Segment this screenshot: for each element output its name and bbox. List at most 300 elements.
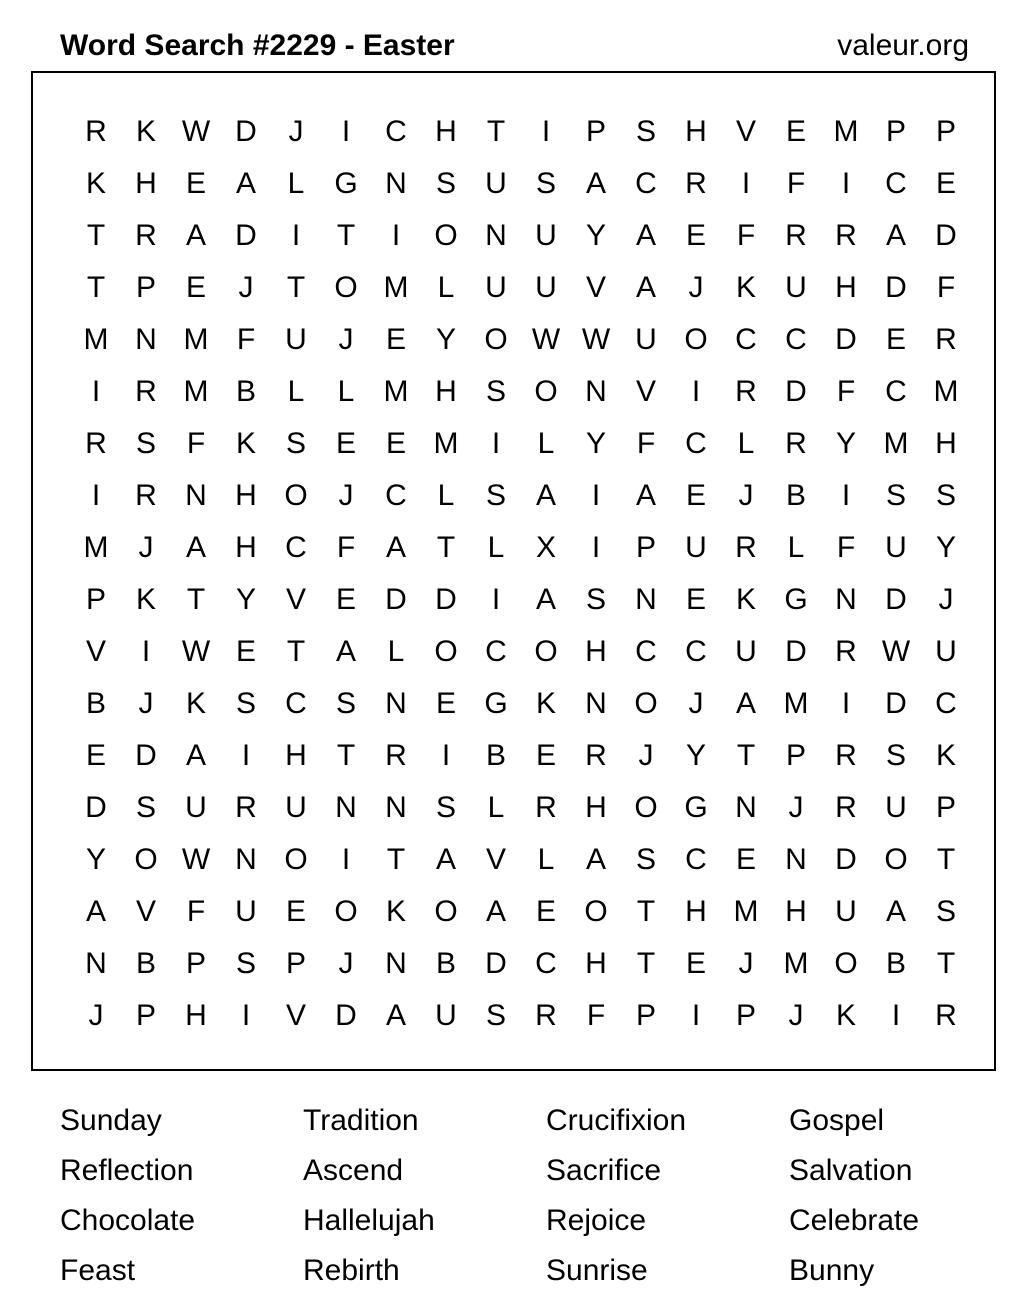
grid-cell: K bbox=[185, 687, 206, 720]
grid-cell: K bbox=[535, 687, 556, 720]
grid-cell: M bbox=[183, 323, 209, 356]
grid-cell: N bbox=[185, 479, 207, 512]
grid-cell: L bbox=[387, 635, 405, 668]
grid-cell: H bbox=[235, 531, 257, 564]
grid-cell: M bbox=[883, 427, 909, 460]
grid-cell: S bbox=[935, 479, 956, 512]
grid-cell: R bbox=[685, 167, 707, 200]
grid-cell: I bbox=[491, 427, 501, 460]
grid-cell: B bbox=[85, 687, 106, 720]
grid-cell: J bbox=[738, 479, 754, 512]
grid-cell: T bbox=[286, 271, 306, 304]
grid-cell: F bbox=[186, 895, 206, 928]
word-list-item: Sunday bbox=[60, 1104, 162, 1137]
grid-cell: J bbox=[638, 739, 654, 772]
grid-cell: A bbox=[385, 999, 406, 1032]
grid-cell: R bbox=[785, 427, 807, 460]
word-list-item: Tradition bbox=[303, 1104, 419, 1137]
grid-cell: K bbox=[235, 427, 256, 460]
grid-cell: U bbox=[885, 531, 907, 564]
grid-cell: B bbox=[435, 947, 456, 980]
grid-cell: R bbox=[735, 375, 757, 408]
grid-cell: K bbox=[85, 167, 106, 200]
grid-cell: E bbox=[685, 219, 706, 252]
grid-cell: D bbox=[235, 115, 257, 148]
grid-cell: N bbox=[235, 843, 257, 876]
grid-cell: O bbox=[634, 687, 658, 720]
grid-cell: M bbox=[833, 115, 859, 148]
grid-cell: Y bbox=[835, 427, 856, 460]
grid-cell: J bbox=[788, 999, 804, 1032]
grid-cell: S bbox=[135, 427, 156, 460]
grid-cell: E bbox=[385, 427, 406, 460]
grid-cell: R bbox=[735, 531, 757, 564]
grid-cell: E bbox=[185, 167, 206, 200]
grid-cell: R bbox=[835, 791, 857, 824]
grid-cell: P bbox=[135, 271, 156, 304]
grid-cell: Y bbox=[585, 219, 606, 252]
grid-cell: E bbox=[535, 739, 556, 772]
grid-cell: V bbox=[285, 999, 306, 1032]
grid-cell: F bbox=[836, 531, 856, 564]
grid-cell: C bbox=[635, 167, 657, 200]
grid-cell: R bbox=[935, 323, 957, 356]
grid-cell: I bbox=[841, 167, 851, 200]
grid-cell: P bbox=[585, 115, 606, 148]
grid-cell: Y bbox=[235, 583, 256, 616]
grid-cell: S bbox=[485, 375, 506, 408]
grid-cell: Y bbox=[435, 323, 456, 356]
word-list-item: Feast bbox=[60, 1254, 136, 1287]
word-list-item: Rebirth bbox=[303, 1254, 400, 1287]
grid-cell: P bbox=[735, 999, 756, 1032]
grid-cell: Y bbox=[685, 739, 706, 772]
grid-cell: P bbox=[935, 115, 956, 148]
grid-cell: I bbox=[91, 375, 101, 408]
grid-cell: K bbox=[735, 271, 756, 304]
grid-cell: S bbox=[435, 167, 456, 200]
grid-cell: S bbox=[485, 999, 506, 1032]
grid-cell: D bbox=[935, 219, 957, 252]
grid-cell: T bbox=[486, 115, 506, 148]
grid-cell: I bbox=[691, 375, 701, 408]
grid-cell: O bbox=[584, 895, 608, 928]
grid-cell: S bbox=[635, 843, 656, 876]
grid-cell: H bbox=[585, 635, 607, 668]
grid-cell: I bbox=[741, 167, 751, 200]
grid-cell: R bbox=[835, 635, 857, 668]
grid-cell: S bbox=[235, 947, 256, 980]
grid-cell: I bbox=[441, 739, 451, 772]
grid-cell: P bbox=[885, 115, 906, 148]
grid-cell: U bbox=[185, 791, 207, 824]
grid-cell: L bbox=[437, 479, 455, 512]
grid-cell: D bbox=[485, 947, 507, 980]
grid-cell: F bbox=[186, 427, 206, 460]
grid-cell: C bbox=[635, 635, 657, 668]
grid-cell: X bbox=[535, 531, 556, 564]
grid-cell: N bbox=[385, 167, 407, 200]
grid-cell: P bbox=[635, 531, 656, 564]
grid-cell: T bbox=[436, 531, 456, 564]
grid-cell: V bbox=[735, 115, 756, 148]
grid-cell: O bbox=[884, 843, 908, 876]
word-list-item: Salvation bbox=[789, 1154, 913, 1187]
grid-cell: O bbox=[134, 843, 158, 876]
grid-cell: D bbox=[885, 583, 907, 616]
grid-cell: Y bbox=[85, 843, 106, 876]
grid-cell: L bbox=[537, 843, 555, 876]
grid-cell: H bbox=[435, 115, 457, 148]
grid-cell: A bbox=[385, 531, 406, 564]
grid-cell: E bbox=[885, 323, 906, 356]
grid-cell: N bbox=[85, 947, 107, 980]
grid-cell: V bbox=[135, 895, 156, 928]
word-list-item: Ascend bbox=[303, 1154, 404, 1187]
grid-cell: V bbox=[635, 375, 656, 408]
grid-cell: A bbox=[485, 895, 506, 928]
puzzle-board bbox=[31, 71, 996, 1071]
grid-cell: E bbox=[285, 895, 306, 928]
grid-cell: G bbox=[334, 167, 358, 200]
grid-cell: O bbox=[634, 791, 658, 824]
grid-cell: P bbox=[85, 583, 106, 616]
grid-cell: S bbox=[885, 479, 906, 512]
grid-cell: B bbox=[235, 375, 256, 408]
word-list bbox=[60, 1096, 1030, 1296]
grid-cell: C bbox=[535, 947, 557, 980]
grid-cell: I bbox=[591, 479, 601, 512]
grid-cell: C bbox=[785, 323, 807, 356]
grid-cell: U bbox=[735, 635, 757, 668]
grid-cell: S bbox=[935, 895, 956, 928]
grid-cell: A bbox=[535, 479, 556, 512]
grid-cell: O bbox=[284, 479, 308, 512]
grid-cell: D bbox=[335, 999, 357, 1032]
grid-cell: S bbox=[535, 167, 556, 200]
grid-cell: I bbox=[841, 687, 851, 720]
grid-cell: S bbox=[235, 687, 256, 720]
word-list-item: Rejoice bbox=[546, 1204, 647, 1237]
grid-cell: V bbox=[85, 635, 106, 668]
grid-cell: P bbox=[785, 739, 806, 772]
grid-cell: T bbox=[286, 635, 306, 668]
grid-cell: T bbox=[186, 583, 206, 616]
grid-cell: K bbox=[835, 999, 856, 1032]
grid-cell: O bbox=[534, 375, 558, 408]
grid-cell: C bbox=[685, 635, 707, 668]
grid-cell: B bbox=[135, 947, 156, 980]
grid-cell: A bbox=[635, 219, 656, 252]
grid-cell: P bbox=[635, 999, 656, 1032]
grid-cell: E bbox=[785, 115, 806, 148]
grid-cell: I bbox=[491, 583, 501, 616]
grid-cell: C bbox=[685, 843, 707, 876]
grid-cell: J bbox=[938, 583, 954, 616]
grid-cell: E bbox=[385, 323, 406, 356]
grid-cell: E bbox=[85, 739, 106, 772]
site-name: valeur.org bbox=[837, 29, 969, 62]
grid-cell: V bbox=[585, 271, 606, 304]
grid-cell: E bbox=[185, 271, 206, 304]
grid-cell: L bbox=[337, 375, 355, 408]
grid-cell: I bbox=[891, 999, 901, 1032]
grid-cell: A bbox=[585, 167, 606, 200]
grid-cell: J bbox=[338, 323, 354, 356]
grid-cell: R bbox=[135, 375, 157, 408]
grid-cell: J bbox=[88, 999, 104, 1032]
grid-cell: J bbox=[138, 687, 154, 720]
word-list-item: Celebrate bbox=[789, 1204, 920, 1237]
word-list-item: Chocolate bbox=[60, 1204, 196, 1237]
grid-cell: R bbox=[235, 791, 257, 824]
grid-cell: R bbox=[935, 999, 957, 1032]
grid-cell: F bbox=[936, 271, 956, 304]
grid-cell: H bbox=[585, 947, 607, 980]
grid-cell: I bbox=[91, 479, 101, 512]
grid-cell: D bbox=[435, 583, 457, 616]
grid-cell: D bbox=[235, 219, 257, 252]
grid-cell: K bbox=[135, 115, 156, 148]
grid-cell: O bbox=[334, 271, 358, 304]
grid-cell: H bbox=[835, 271, 857, 304]
grid-cell: O bbox=[334, 895, 358, 928]
grid-cell: R bbox=[85, 427, 107, 460]
grid-cell: D bbox=[835, 323, 857, 356]
grid-cell: I bbox=[241, 999, 251, 1032]
word-list-item: Gospel bbox=[789, 1104, 885, 1137]
grid-cell: U bbox=[785, 271, 807, 304]
grid-cell: I bbox=[541, 115, 551, 148]
grid-cell: O bbox=[434, 895, 458, 928]
grid-cell: Y bbox=[585, 427, 606, 460]
grid-cell: U bbox=[635, 323, 657, 356]
grid-cell: J bbox=[138, 531, 154, 564]
grid-cell: E bbox=[735, 843, 756, 876]
grid-cell: S bbox=[485, 479, 506, 512]
grid-cell: U bbox=[885, 791, 907, 824]
grid-cell: I bbox=[341, 843, 351, 876]
grid-cell: H bbox=[785, 895, 807, 928]
word-list-item: Crucifixion bbox=[546, 1104, 687, 1137]
grid-cell: S bbox=[435, 791, 456, 824]
grid-cell: E bbox=[685, 479, 706, 512]
grid-cell: C bbox=[885, 167, 907, 200]
grid-cell: M bbox=[433, 427, 459, 460]
grid-cell: M bbox=[933, 375, 959, 408]
grid-cell: A bbox=[435, 843, 456, 876]
grid-cell: I bbox=[141, 635, 151, 668]
grid-cell: S bbox=[335, 687, 356, 720]
grid-cell: L bbox=[437, 271, 455, 304]
grid-cell: M bbox=[83, 531, 109, 564]
grid-cell: U bbox=[235, 895, 257, 928]
grid-cell: E bbox=[435, 687, 456, 720]
grid-cell: F bbox=[586, 999, 606, 1032]
grid-cell: M bbox=[383, 375, 409, 408]
grid-cell: O bbox=[684, 323, 708, 356]
grid-cell: S bbox=[135, 791, 156, 824]
grid-cell: A bbox=[185, 531, 206, 564]
grid-cell: C bbox=[685, 427, 707, 460]
grid-cell: M bbox=[183, 375, 209, 408]
grid-cell: U bbox=[435, 999, 457, 1032]
grid-cell: R bbox=[135, 219, 157, 252]
grid-cell: A bbox=[885, 895, 906, 928]
grid-cell: P bbox=[135, 999, 156, 1032]
word-list-item: Reflection bbox=[60, 1154, 194, 1187]
grid-cell: I bbox=[291, 219, 301, 252]
grid-cell: E bbox=[535, 895, 556, 928]
grid-cell: D bbox=[835, 843, 857, 876]
grid-cell: N bbox=[735, 791, 757, 824]
grid-cell: A bbox=[335, 635, 356, 668]
grid-cell: R bbox=[535, 791, 557, 824]
grid-cell: F bbox=[836, 375, 856, 408]
grid-cell: S bbox=[285, 427, 306, 460]
grid-cell: L bbox=[287, 375, 305, 408]
grid-cell: L bbox=[287, 167, 305, 200]
grid-cell: N bbox=[635, 583, 657, 616]
grid-cell: C bbox=[735, 323, 757, 356]
grid-cell: C bbox=[285, 531, 307, 564]
grid-cell: I bbox=[341, 115, 351, 148]
grid-cell: J bbox=[288, 115, 304, 148]
grid-cell: F bbox=[786, 167, 806, 200]
grid-cell: J bbox=[688, 271, 704, 304]
grid-cell: M bbox=[733, 895, 759, 928]
grid-cell: I bbox=[391, 219, 401, 252]
grid-cell: U bbox=[685, 531, 707, 564]
grid-cell: J bbox=[738, 947, 754, 980]
grid-cell: H bbox=[585, 791, 607, 824]
grid-cell: W bbox=[581, 323, 611, 356]
grid-cell: O bbox=[434, 219, 458, 252]
grid-cell: C bbox=[885, 375, 907, 408]
grid-cell: I bbox=[691, 999, 701, 1032]
word-list-item: Sacrifice bbox=[546, 1154, 662, 1187]
grid-cell: O bbox=[284, 843, 308, 876]
grid-cell: C bbox=[285, 687, 307, 720]
grid-cell: O bbox=[484, 323, 508, 356]
grid-cell: R bbox=[835, 219, 857, 252]
grid-cell: U bbox=[285, 791, 307, 824]
grid-cell: A bbox=[185, 739, 206, 772]
grid-cell: B bbox=[885, 947, 906, 980]
grid-cell: D bbox=[385, 583, 407, 616]
grid-cell: A bbox=[735, 687, 756, 720]
grid-cell: R bbox=[135, 479, 157, 512]
grid-cell: C bbox=[485, 635, 507, 668]
grid-cell: L bbox=[537, 427, 555, 460]
grid-cell: H bbox=[685, 895, 707, 928]
grid-cell: N bbox=[835, 583, 857, 616]
grid-cell: R bbox=[835, 739, 857, 772]
grid-cell: E bbox=[235, 635, 256, 668]
grid-cell: F bbox=[736, 219, 756, 252]
grid-cell: O bbox=[434, 635, 458, 668]
grid-cell: C bbox=[935, 687, 957, 720]
grid-cell: N bbox=[585, 687, 607, 720]
grid-cell: U bbox=[535, 219, 557, 252]
grid-cell: Y bbox=[935, 531, 956, 564]
grid-cell: P bbox=[285, 947, 306, 980]
grid-cell: H bbox=[685, 115, 707, 148]
grid-cell: O bbox=[834, 947, 858, 980]
grid-cell: H bbox=[935, 427, 957, 460]
grid-cell: J bbox=[338, 479, 354, 512]
grid-cell: T bbox=[86, 271, 106, 304]
grid-cell: N bbox=[335, 791, 357, 824]
grid-cell: J bbox=[238, 271, 254, 304]
grid-cell: P bbox=[185, 947, 206, 980]
grid-cell: J bbox=[788, 791, 804, 824]
grid-cell: L bbox=[487, 791, 505, 824]
grid-cell: W bbox=[181, 843, 211, 876]
grid-cell: K bbox=[935, 739, 956, 772]
grid-cell: T bbox=[736, 739, 756, 772]
grid-cell: U bbox=[485, 167, 507, 200]
grid-cell: V bbox=[285, 583, 306, 616]
grid-cell: H bbox=[185, 999, 207, 1032]
grid-cell: H bbox=[135, 167, 157, 200]
grid-cell: N bbox=[385, 687, 407, 720]
grid-cell: W bbox=[531, 323, 561, 356]
grid-cell: A bbox=[585, 843, 606, 876]
grid-cell: U bbox=[935, 635, 957, 668]
grid-cell: S bbox=[885, 739, 906, 772]
grid-cell: A bbox=[535, 583, 556, 616]
grid-cell: A bbox=[235, 167, 256, 200]
grid-cell: T bbox=[386, 843, 406, 876]
grid-cell: W bbox=[181, 115, 211, 148]
grid-cell: W bbox=[181, 635, 211, 668]
grid-cell: V bbox=[485, 843, 506, 876]
grid-cell: K bbox=[385, 895, 406, 928]
grid-cell: N bbox=[585, 375, 607, 408]
grid-cell: T bbox=[936, 843, 956, 876]
grid-cell: L bbox=[787, 531, 805, 564]
word-list-item: Bunny bbox=[789, 1254, 875, 1287]
grid-cell: U bbox=[535, 271, 557, 304]
grid-cell: I bbox=[841, 479, 851, 512]
grid-cell: S bbox=[635, 115, 656, 148]
grid-cell: K bbox=[735, 583, 756, 616]
grid-cell: H bbox=[235, 479, 257, 512]
grid-cell: G bbox=[684, 791, 708, 824]
grid-cell: D bbox=[885, 687, 907, 720]
grid-cell: T bbox=[636, 947, 656, 980]
grid-cell: W bbox=[881, 635, 911, 668]
grid-cell: E bbox=[335, 427, 356, 460]
grid-cell: D bbox=[135, 739, 157, 772]
grid-cell: N bbox=[385, 791, 407, 824]
grid-cell: A bbox=[635, 479, 656, 512]
grid-cell: B bbox=[785, 479, 806, 512]
grid-cell: T bbox=[336, 739, 356, 772]
grid-cell: I bbox=[241, 739, 251, 772]
grid-cell: A bbox=[185, 219, 206, 252]
grid-cell: T bbox=[936, 947, 956, 980]
grid-cell: H bbox=[435, 375, 457, 408]
grid-cell: H bbox=[285, 739, 307, 772]
grid-cell: P bbox=[935, 791, 956, 824]
grid-cell: F bbox=[636, 427, 656, 460]
grid-cell: D bbox=[785, 375, 807, 408]
grid-cell: U bbox=[285, 323, 307, 356]
grid-cell: T bbox=[636, 895, 656, 928]
grid-cell: S bbox=[585, 583, 606, 616]
